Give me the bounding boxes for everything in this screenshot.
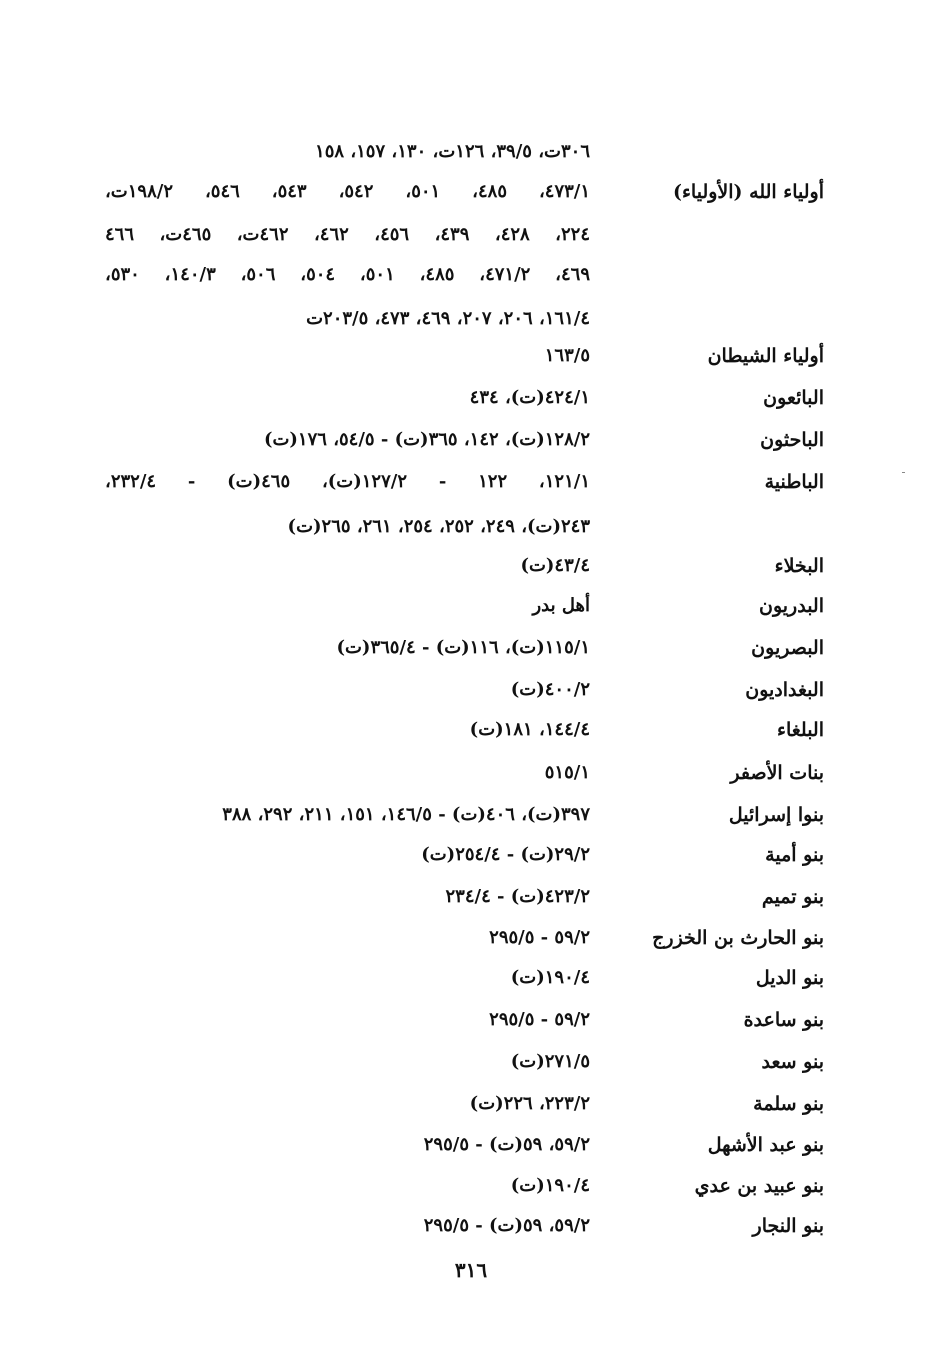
entry-term: أولياء الله (الأولياء) xyxy=(673,181,824,203)
index-entry xyxy=(0,1206,942,1246)
index-entry-continuation xyxy=(0,215,942,255)
index-entry xyxy=(0,918,942,958)
index-entry xyxy=(0,420,942,460)
index-entry xyxy=(0,462,942,502)
entry-references: ٤٢٤/١(ت)، ٤٣٤ xyxy=(469,387,590,408)
index-entry xyxy=(0,628,942,668)
entry-term: بنو سلمة xyxy=(753,1093,824,1115)
entry-term: البدريون xyxy=(758,595,824,617)
scan-mark xyxy=(902,472,905,473)
entry-references: ٥٩/٢ - ٢٩٥/٥ xyxy=(489,1009,590,1030)
entry-term: بنات الأصفر xyxy=(730,762,824,784)
entry-term: بنو عبيد بن عدي xyxy=(694,1175,824,1197)
entry-term: البلغاء xyxy=(777,719,824,741)
index-entry-continuation xyxy=(0,299,942,339)
entry-term: بنو تميم xyxy=(761,886,824,908)
index-entry xyxy=(0,958,942,998)
entry-references: ٣٩٧(ت)، ٤٠٦(ت) - ١٤٦/٥، ١٥١، ٢١١، ٢٩٢، ٣٨٨ xyxy=(222,804,590,825)
entry-references: ٣٠٦ت، ٣٩/٥، ١٢٦ت، ١٣٠، ١٥٧، ١٥٨ xyxy=(315,141,590,162)
index-entry xyxy=(0,710,942,750)
entry-term: البصريون xyxy=(751,637,824,659)
index-entry xyxy=(0,753,942,793)
entry-references: ١٩٠/٤(ت) xyxy=(510,1175,590,1196)
entry-references: ٤٣/٤(ت) xyxy=(520,555,590,576)
index-entry xyxy=(0,670,942,710)
entry-term: بنو سعد xyxy=(761,1051,824,1073)
index-entry xyxy=(0,1000,942,1040)
index-entry xyxy=(0,877,942,917)
index-entry xyxy=(0,586,942,626)
index-entry xyxy=(0,1166,942,1206)
entry-references: ٢٤٣(ت)، ٢٤٩، ٢٥٢، ٢٥٤، ٢٦١، ٢٦٥(ت) xyxy=(287,516,590,537)
index-entry xyxy=(0,835,942,875)
entry-references: أهل بدر xyxy=(532,595,590,616)
page-number: ٣١٦ xyxy=(454,1258,488,1282)
index-entry xyxy=(0,378,942,418)
entry-references: ٢٧١/٥(ت) xyxy=(510,1051,590,1072)
index-entry-continuation xyxy=(0,132,942,172)
index-entry xyxy=(0,795,942,835)
entry-references: ٥١٥/١ xyxy=(544,762,590,783)
entry-references: ٢٢٤، ٤٢٨، ٤٣٩، ٤٥٦، ٤٦٢، ٤٦٢ت، ٤٦٥ت، ٤٦٦ xyxy=(105,224,590,245)
entry-term: البخلاء xyxy=(774,555,824,577)
entry-references: ١٤٤/٤، ١٨١(ت) xyxy=(469,719,590,740)
entry-term: بنو النجار xyxy=(752,1215,824,1237)
entry-references: ٢٩/٢(ت) - ٢٥٤/٤(ت) xyxy=(421,844,590,865)
entry-references: ١٩٠/٤(ت) xyxy=(510,967,590,988)
entry-references: ٥٩/٢ - ٢٩٥/٥ xyxy=(489,927,590,948)
entry-term: الباحثون xyxy=(760,429,824,451)
index-entry xyxy=(0,172,942,212)
entry-term: أولياء الشيطان xyxy=(707,345,824,367)
entry-term: بنو الديل xyxy=(755,967,824,989)
entry-term: بنو ساعدة xyxy=(743,1009,824,1031)
entry-references: ١٢٨/٢(ت)، ١٤٢، ٣٦٥(ت) - ٥٤/٥، ١٧٦(ت) xyxy=(263,429,590,450)
entry-references: ١٦١/٤، ٢٠٦، ٢٠٧، ٤٦٩، ٤٧٣، ٢٠٣/٥ت xyxy=(306,308,590,329)
entry-references: ٥٩/٢، ٥٩(ت) - ٢٩٥/٥ xyxy=(423,1134,590,1155)
entry-term: بنو عبد الأشهل xyxy=(707,1134,824,1156)
entry-term: بنو الحارث بن الخزرج xyxy=(652,927,824,949)
entry-references: ٥٩/٢، ٥٩(ت) - ٢٩٥/٥ xyxy=(423,1215,590,1236)
index-entry xyxy=(0,1084,942,1124)
entry-references: ٤٧٣/١، ٤٨٥، ٥٠١، ٥٤٢، ٥٤٣، ٥٤٦، ١٩٨/٢ت، xyxy=(105,181,591,202)
entry-references: ٤٠٠/٢(ت) xyxy=(510,679,590,700)
entry-references: ٤٢٣/٢(ت) - ٢٣٤/٤ xyxy=(445,886,590,907)
entry-term: بنو أمية xyxy=(765,844,824,866)
index-entry-continuation xyxy=(0,507,942,547)
index-entry xyxy=(0,546,942,586)
entry-term: البائعون xyxy=(763,387,824,409)
entry-references: ١١٥/١(ت)، ١١٦(ت) - ٣٦٥/٤(ت) xyxy=(336,637,590,658)
entry-references: ٤٦٩، ٤٧١/٢، ٤٨٥، ٥٠١، ٥٠٤، ٥٠٦، ١٤٠/٣، ٥٣٠، xyxy=(105,264,590,285)
entry-references: ١٦٣/٥ xyxy=(544,345,590,366)
entry-term: الباطنية xyxy=(764,471,824,493)
entry-references: ٢٢٣/٢، ٢٢٦(ت) xyxy=(469,1093,590,1114)
entry-references: ١٢١/١، ١٢٢ - ١٢٧/٢(ت)، ٤٦٥(ت) - ٢٣٢/٤، xyxy=(105,471,590,492)
index-entry xyxy=(0,1042,942,1082)
index-entry xyxy=(0,1125,942,1165)
index-entry xyxy=(0,336,942,376)
entry-term: بنوا إسرائيل xyxy=(728,804,824,826)
entry-term: البغداديون xyxy=(745,679,824,701)
index-entry-continuation xyxy=(0,255,942,295)
